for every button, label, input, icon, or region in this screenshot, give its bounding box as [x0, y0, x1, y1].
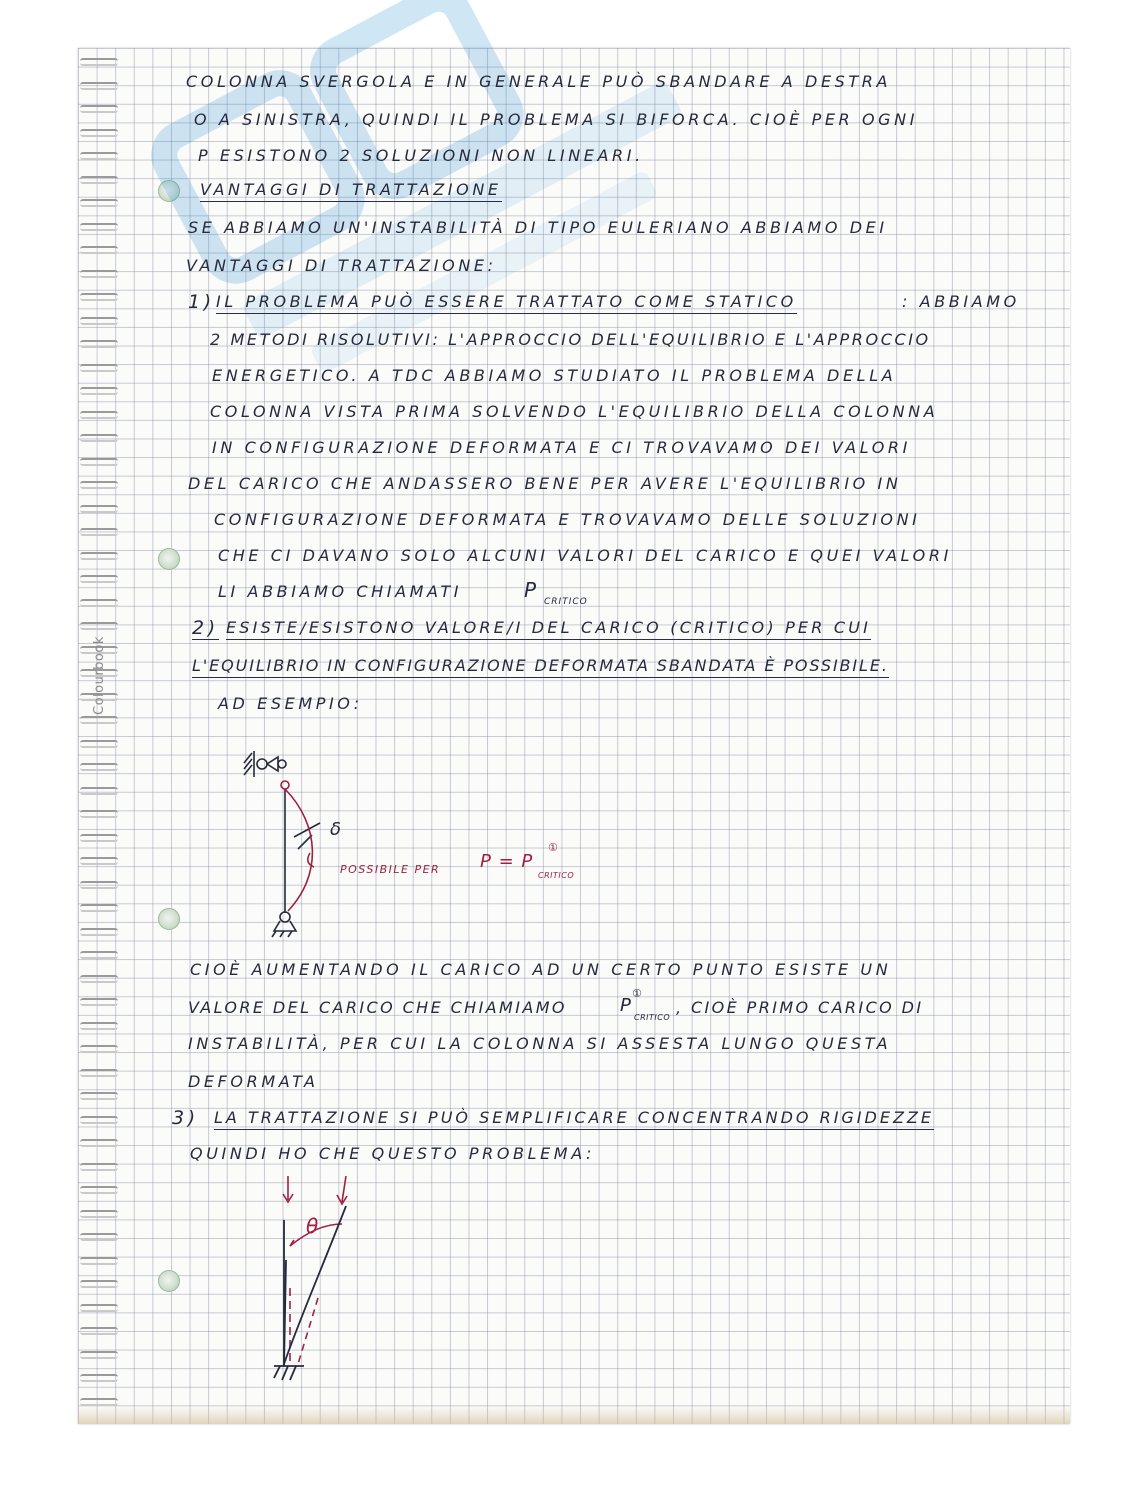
text-line: LI ABBIAMO CHIAMATI — [218, 582, 463, 601]
text-line: VANTAGGI DI TRATTAZIONE: — [186, 256, 497, 275]
binding-ring — [80, 1351, 118, 1359]
text-line: DEFORMATA — [188, 1072, 319, 1091]
figure-formula-superscript: ① — [548, 841, 558, 854]
list-number: 1) — [188, 291, 215, 313]
binding-ring — [80, 1210, 118, 1218]
binding-ring — [80, 129, 118, 137]
text-line: : ABBIAMO — [902, 292, 1020, 311]
delta-symbol: δ — [330, 819, 345, 840]
binding-ring — [80, 740, 118, 748]
binding-ring — [80, 152, 118, 160]
punch-hole — [158, 908, 180, 930]
binding-ring — [80, 1374, 118, 1382]
binding-ring — [80, 58, 118, 66]
binding-ring — [80, 1304, 118, 1312]
spiral-binding — [78, 48, 122, 1424]
p-critico-subscript: CRITICO — [634, 1013, 671, 1022]
p-critico-symbol: P — [620, 995, 635, 1016]
binding-ring — [80, 552, 118, 560]
binding-ring — [80, 105, 118, 113]
binding-ring — [80, 364, 118, 372]
text-line: CHE CI DAVANO SOLO ALCUNI VALORI DEL CARICO E QUEI VALORI — [218, 546, 952, 565]
binding-ring — [80, 763, 118, 771]
text-line: P ESISTONO 2 SOLUZIONI NON LINEARI. — [198, 146, 644, 165]
binding-ring — [80, 975, 118, 983]
list-number: 3) — [172, 1107, 199, 1129]
binding-ring — [80, 881, 118, 889]
binding-ring — [80, 1022, 118, 1030]
binding-ring — [80, 904, 118, 912]
punch-hole — [158, 548, 180, 570]
text-line: 2 METODI RISOLUTIVI: L'APPROCCIO DELL'EQUILIBRIO E L'APPROCCIO — [210, 330, 931, 349]
binding-ring — [80, 928, 118, 936]
binding-ring — [80, 1257, 118, 1265]
binding-ring — [80, 810, 118, 818]
binding-ring — [80, 199, 118, 207]
binding-ring — [80, 293, 118, 301]
punch-hole — [158, 180, 180, 202]
text-line: IL PROBLEMA PUÒ ESSERE TRATTATO COME STATICO — [216, 292, 797, 314]
binding-ring — [80, 1092, 118, 1100]
figure-label: POSSIBILE PER — [340, 863, 441, 876]
binding-ring — [80, 1045, 118, 1053]
text-line: INSTABILITÀ, PER CUI LA COLONNA SI ASSESTA LUNGO QUESTA — [188, 1034, 892, 1053]
binding-ring — [80, 528, 118, 536]
text-line: IN CONFIGURAZIONE DEFORMATA E CI TROVAVAMO DEI VALORI — [212, 438, 911, 457]
binding-ring — [80, 1280, 118, 1288]
text-line: COLONNA SVERGOLA E IN GENERALE PUÒ SBANDARE A DESTRA — [186, 72, 892, 91]
binding-ring — [80, 1163, 118, 1171]
binding-ring — [80, 340, 118, 348]
binding-ring — [80, 857, 118, 865]
brand-label: Colourbook — [92, 636, 107, 715]
text-line: CIOÈ AUMENTANDO IL CARICO AD UN CERTO PUNTO ESISTE UN — [190, 960, 892, 979]
binding-ring — [80, 387, 118, 395]
text-line: ENERGETICO. A TDC ABBIAMO STUDIATO IL PROBLEMA DELLA — [212, 366, 897, 385]
text-line: ESISTE/ESISTONO VALORE/I DEL CARICO (CRITICO) PER CUI — [226, 618, 871, 640]
binding-ring — [80, 458, 118, 466]
p-critico-superscript: ① — [632, 987, 642, 1000]
text-line: SE ABBIAMO UN'INSTABILITÀ DI TIPO EULERIANO ABBIAMO DEI — [188, 218, 888, 237]
binding-ring — [80, 246, 118, 254]
figure-formula-subscript: CRITICO — [538, 871, 575, 880]
binding-ring — [80, 1398, 118, 1406]
text-line: L'EQUILIBRIO IN CONFIGURAZIONE DEFORMATA SBANDATA È POSSIBILE. — [192, 656, 889, 678]
text-line: COLONNA VISTA PRIMA SOLVENDO L'EQUILIBRIO DELLA COLONNA — [210, 402, 939, 421]
notebook-page — [78, 48, 1070, 1424]
binding-ring — [80, 998, 118, 1006]
p-critico-subscript: CRITICO — [544, 597, 588, 607]
binding-ring — [80, 1327, 118, 1335]
binding-ring — [80, 1139, 118, 1147]
binding-ring — [80, 1233, 118, 1241]
column-sketch-1 — [230, 745, 360, 945]
text-line: LA TRATTAZIONE SI PUÒ SEMPLIFICARE CONCENTRANDO RIGIDEZZE — [214, 1108, 934, 1130]
binding-ring — [80, 317, 118, 325]
binding-ring — [80, 411, 118, 419]
binding-ring — [80, 599, 118, 607]
text-line: CONFIGURAZIONE DEFORMATA E TROVAVAMO DELLE SOLUZIONI — [214, 510, 921, 529]
figure-formula: P = P — [480, 851, 534, 872]
binding-ring — [80, 575, 118, 583]
binding-ring — [80, 716, 118, 724]
binding-ring — [80, 1069, 118, 1077]
text-line: DEL CARICO CHE ANDASSERO BENE PER AVERE L'EQUILIBRIO IN — [188, 474, 902, 493]
text-line: QUINDI HO CHE QUESTO PROBLEMA: — [190, 1144, 596, 1163]
text-line: AD ESEMPIO: — [218, 694, 363, 713]
section-heading: VANTAGGI DI TRATTAZIONE — [200, 180, 502, 202]
text-line: , CIOÈ PRIMO CARICO DI — [676, 998, 924, 1017]
binding-ring — [80, 82, 118, 90]
binding-ring — [80, 622, 118, 630]
binding-ring — [80, 834, 118, 842]
binding-ring — [80, 176, 118, 184]
theta-symbol: θ — [306, 1214, 322, 1238]
binding-ring — [80, 270, 118, 278]
binding-ring — [80, 787, 118, 795]
p-critico-symbol: P — [524, 578, 540, 602]
binding-ring — [80, 1116, 118, 1124]
binding-ring — [80, 223, 118, 231]
binding-ring — [80, 505, 118, 513]
text-line: VALORE DEL CARICO CHE CHIAMIAMO — [188, 998, 567, 1017]
binding-ring — [80, 481, 118, 489]
text-line: O A SINISTRA, QUINDI IL PROBLEMA SI BIFORCA. CIOÈ PER OGNI — [194, 110, 919, 129]
binding-ring — [80, 951, 118, 959]
column-sketch-2 — [260, 1168, 370, 1388]
list-number: 2) — [192, 617, 219, 639]
binding-ring — [80, 1186, 118, 1194]
punch-hole — [158, 1270, 180, 1292]
binding-ring — [80, 434, 118, 442]
